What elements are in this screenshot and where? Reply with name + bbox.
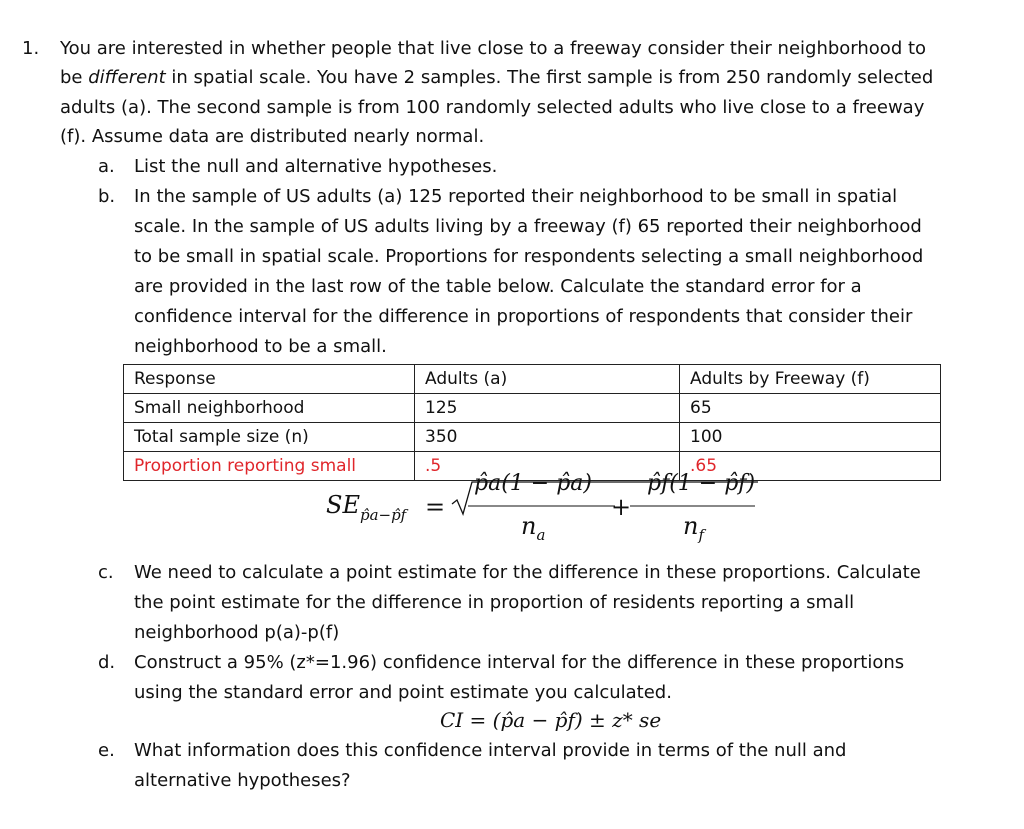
table-cell: .5 — [415, 452, 680, 481]
part-b-line-1: In the sample of US adults (a) 125 reported their neighborhood to be small in spatial — [134, 186, 898, 207]
se-denominator-f — [683, 512, 705, 544]
part-e-line-1: What information does this confidence interval provide in terms of the null and — [134, 740, 847, 761]
table-cell: Adults (a) — [415, 365, 680, 394]
intro-line-4: (f). Assume data are distributed nearly normal. — [60, 126, 485, 147]
part-c-label: c. — [98, 562, 114, 583]
se-subscript: p̂a−p̂f — [359, 506, 407, 524]
table-cell: 65 — [680, 394, 941, 423]
part-a-label: a. — [98, 156, 115, 177]
response-table — [123, 364, 941, 481]
part-d-line-2: using the standard error and point estimate you calculated. — [134, 682, 672, 703]
part-b-line-6: neighborhood to be a small. — [134, 336, 387, 357]
question-number: 1. — [22, 38, 40, 59]
part-d-label: d. — [98, 652, 116, 673]
part-c-line-2: the point estimate for the difference in proportion of residents reporting a small — [134, 592, 855, 613]
part-a-line-1: List the null and alternative hypotheses. — [134, 156, 498, 177]
table-cell: Small neighborhood — [124, 394, 415, 423]
se-symbol: SE — [326, 491, 360, 519]
table-cell: 100 — [680, 423, 941, 452]
intro-line-1: You are interested in whether people that live close to a freeway consider their neighborhood to — [60, 38, 927, 59]
part-b-line-5: confidence interval for the difference in proportions of respondents that consider their — [134, 306, 913, 327]
n-f-subscript: f — [698, 526, 705, 544]
part-b-line-2: scale. In the sample of US adults living by a freeway (f) 65 reported their neighborhood — [134, 216, 922, 237]
part-b-line-3: to be small in spatial scale. Proportions for respondents selecting a small neighborhood — [134, 246, 924, 267]
intro-line-2-end: in spatial scale. You have 2 samples. The first sample is from 250 randomly selected — [171, 67, 934, 88]
table-cell: 350 — [415, 423, 680, 452]
table-row — [124, 394, 941, 423]
se-numerator-f: p̂f(1 − p̂f) — [647, 471, 756, 496]
intro-line-3: adults (a). The second sample is from 100 randomly selected adults who live close to a freeway — [60, 97, 925, 118]
part-c-line-1: We need to calculate a point estimate for the difference in these proportions. Calculate — [134, 562, 921, 583]
part-e-label: e. — [98, 740, 115, 761]
table-cell: Proportion reporting small — [124, 452, 415, 481]
part-b-label: b. — [98, 186, 116, 207]
n-f: n — [683, 512, 699, 540]
table-row — [124, 423, 941, 452]
part-e-line-2: alternative hypotheses? — [134, 770, 351, 791]
se-equals: = — [425, 493, 446, 521]
emphasis-different: different — [88, 67, 166, 88]
table-cell: .65 — [680, 452, 941, 481]
table-cell: Adults by Freeway (f) — [680, 365, 941, 394]
table-cell: 125 — [415, 394, 680, 423]
table-cell: Response — [124, 365, 415, 394]
se-denominator-a — [521, 512, 546, 544]
part-d-line-1: Construct a 95% (z*=1.96) confidence interval for the difference in these proportions — [134, 652, 905, 673]
se-plus: + — [611, 493, 632, 521]
table-header-row — [124, 365, 941, 394]
table-cell: Total sample size (n) — [124, 423, 415, 452]
intro-line-2-start: be — [60, 67, 83, 88]
se-numerator-a: p̂a(1 − p̂a) — [474, 471, 592, 496]
n-a: n — [521, 512, 537, 540]
se-lhs — [326, 491, 407, 524]
intro-line-2 — [60, 67, 933, 89]
n-a-subscript: a — [536, 526, 546, 544]
part-c-line-3: neighborhood p(a)-p(f) — [134, 622, 340, 643]
confidence-interval-formula: CI = (p̂a − p̂f) ± z* se — [440, 708, 662, 732]
part-b-line-4: are provided in the last row of the table below. Calculate the standard error for a — [134, 276, 862, 297]
